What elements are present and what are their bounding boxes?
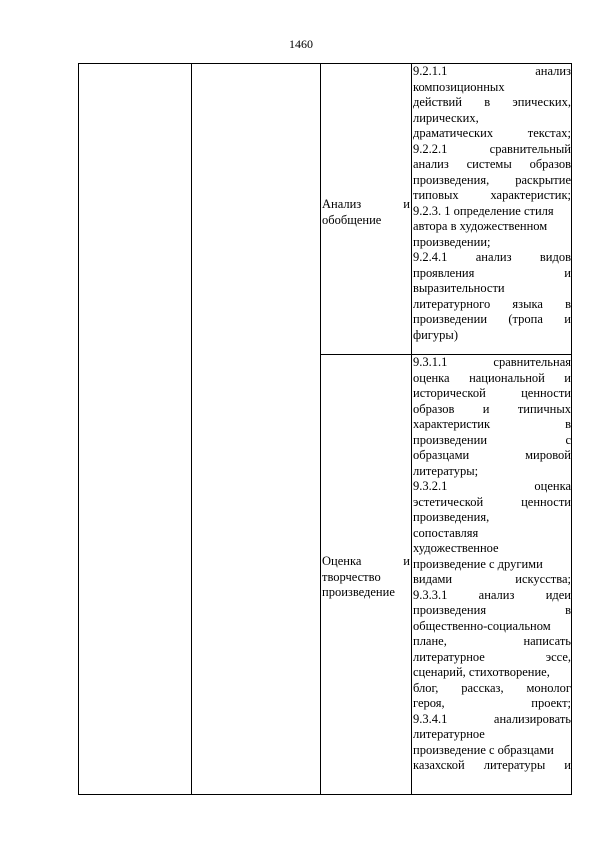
text-word: идеи [545,587,571,602]
text-word: сопоставляя [413,525,479,540]
text-word: ценности [521,494,571,509]
text-word: произведения, [413,172,490,187]
text-line [413,402,571,418]
text-line [413,95,571,111]
text-word: искусства; [515,572,571,586]
text-line [413,386,571,402]
text-word: исторической [413,386,486,400]
table-cell-objectives [413,355,571,774]
text-word: произведении; [413,234,491,249]
text-line [413,433,571,449]
text-word: действий [413,95,462,109]
text-line [413,312,571,328]
text-word: литературное [413,649,485,664]
text-line [413,681,571,697]
text-word: типовых [413,188,459,202]
text-word: выразительности [413,281,505,295]
text-word: в [565,603,571,617]
text-word: видов [539,250,571,264]
text-line [413,111,571,127]
text-word: эссе, [545,649,571,664]
text-word: написать [523,634,571,648]
text-line [413,371,571,387]
text-word: композиционных [413,79,505,94]
text-word: анализировать [493,711,571,726]
text-word: анализ [475,250,512,264]
text-line [413,64,571,80]
text-line [413,588,571,604]
text-word: раскрытие [515,172,571,187]
text-word: и [564,265,571,280]
text-word: 9.2.1.1 [413,64,448,78]
text-line [413,541,571,557]
text-line [413,665,571,681]
text-word: художественное [413,541,499,555]
text-word: произведения, [413,510,490,524]
table-cell-topic [322,554,410,601]
text-word: произведение с другими [413,556,543,571]
text-word: оценка [534,479,571,493]
text-word: блог, [413,680,439,695]
topic-word: и [403,554,410,568]
text-line [413,758,571,774]
text-line [413,603,571,619]
text-word: образов [529,157,571,171]
text-word: произведение с образцами [413,742,554,757]
text-line [413,142,571,158]
text-word: сравнительный [489,141,571,156]
text-word: драматических [413,126,494,140]
text-word: в [565,296,571,311]
text-line [413,126,571,142]
text-line [413,204,571,220]
text-word: с [565,432,571,447]
text-line [413,634,571,650]
text-word: фигуры) [413,327,458,342]
text-line [413,157,571,173]
text-word: 9.3.3.1 [413,587,448,602]
text-line [413,743,571,759]
text-word: 9.2.3. 1 определение стиля [413,203,554,218]
text-line [413,479,571,495]
text-word: произведении [413,312,488,326]
text-word: плане, [413,634,447,648]
text-word: произведения [413,603,487,617]
text-word: анализ [535,64,571,78]
text-word: текстах; [527,126,571,140]
text-word: 9.3.1.1 [413,355,448,369]
text-line [413,281,571,297]
text-word: казахской [413,758,465,772]
text-line [413,355,571,371]
text-word: анализ [478,587,515,602]
text-word: монолог [526,680,571,695]
text-line [413,188,571,204]
topic-word: и [403,197,410,211]
text-line [413,219,571,235]
column-divider [411,64,412,794]
text-line [413,619,571,635]
text-word: 9.2.2.1 [413,141,448,156]
text-line [413,417,571,433]
text-line [413,526,571,542]
text-word: эстетической [413,494,484,509]
text-word: проявления [413,265,475,280]
text-word: и [564,758,571,772]
text-word: лирических, [413,110,479,125]
text-word: рассказ, [461,680,504,695]
text-word: 9.2.4.1 [413,250,448,264]
text-word: образцами [413,448,470,462]
topic-word: Анализ [322,197,362,211]
topic-word: произведение [322,585,395,599]
table-cell-objectives [413,64,571,343]
table-cell-topic [322,197,410,228]
topic-word: творчество [322,569,381,584]
curriculum-table [78,63,572,795]
text-word: литературного [413,296,491,311]
text-line [413,297,571,313]
text-word: общественно-социальном [413,618,551,633]
text-word: проект; [531,696,571,710]
text-word: 9.3.4.1 [413,711,448,726]
text-word: (тропа [508,312,543,326]
column-divider [191,64,192,794]
text-line [413,712,571,728]
text-line [413,235,571,251]
text-line [413,173,571,189]
text-line [413,328,571,344]
text-word: видами [413,572,453,586]
topic-word: Оценка [322,554,362,568]
text-line [413,495,571,511]
text-line [413,510,571,526]
text-word: характеристик [413,417,491,431]
text-word: и [482,401,490,416]
text-word: литературы [483,758,546,772]
text-line [413,250,571,266]
column-divider [320,64,321,794]
text-line [413,557,571,573]
text-word: системы [466,157,512,171]
text-line [413,464,571,480]
text-line [413,572,571,588]
text-line [413,266,571,282]
text-word: и [564,370,571,385]
text-line [413,80,571,96]
page-number: 1460 [289,37,313,51]
text-word: типичных [517,401,571,416]
text-word: в [565,417,571,431]
text-word: произведении [413,432,488,447]
text-word: 9.3.2.1 [413,479,448,493]
text-word: в [484,95,491,109]
text-word: ценности [521,386,571,400]
text-word: литературы; [413,463,479,478]
text-line [413,696,571,712]
text-word: языка [512,296,543,311]
text-line [413,727,571,743]
text-word: сравнительная [493,355,571,369]
text-word: анализ [413,157,449,171]
text-word: автора в художественном [413,219,548,233]
text-word: национальной [469,370,545,385]
text-line [413,448,571,464]
topic-word: обобщение [322,212,382,227]
text-word: оценка [413,370,450,385]
text-word: эпических, [512,95,571,109]
text-word: характеристик; [490,188,571,202]
text-word: образов [413,401,455,416]
text-word: литературное [413,727,485,741]
text-word: сценарий, стихотворение, [413,665,550,679]
text-line [413,650,571,666]
text-word: мировой [525,448,571,462]
text-word: и [564,312,571,326]
text-word: героя, [413,696,445,710]
